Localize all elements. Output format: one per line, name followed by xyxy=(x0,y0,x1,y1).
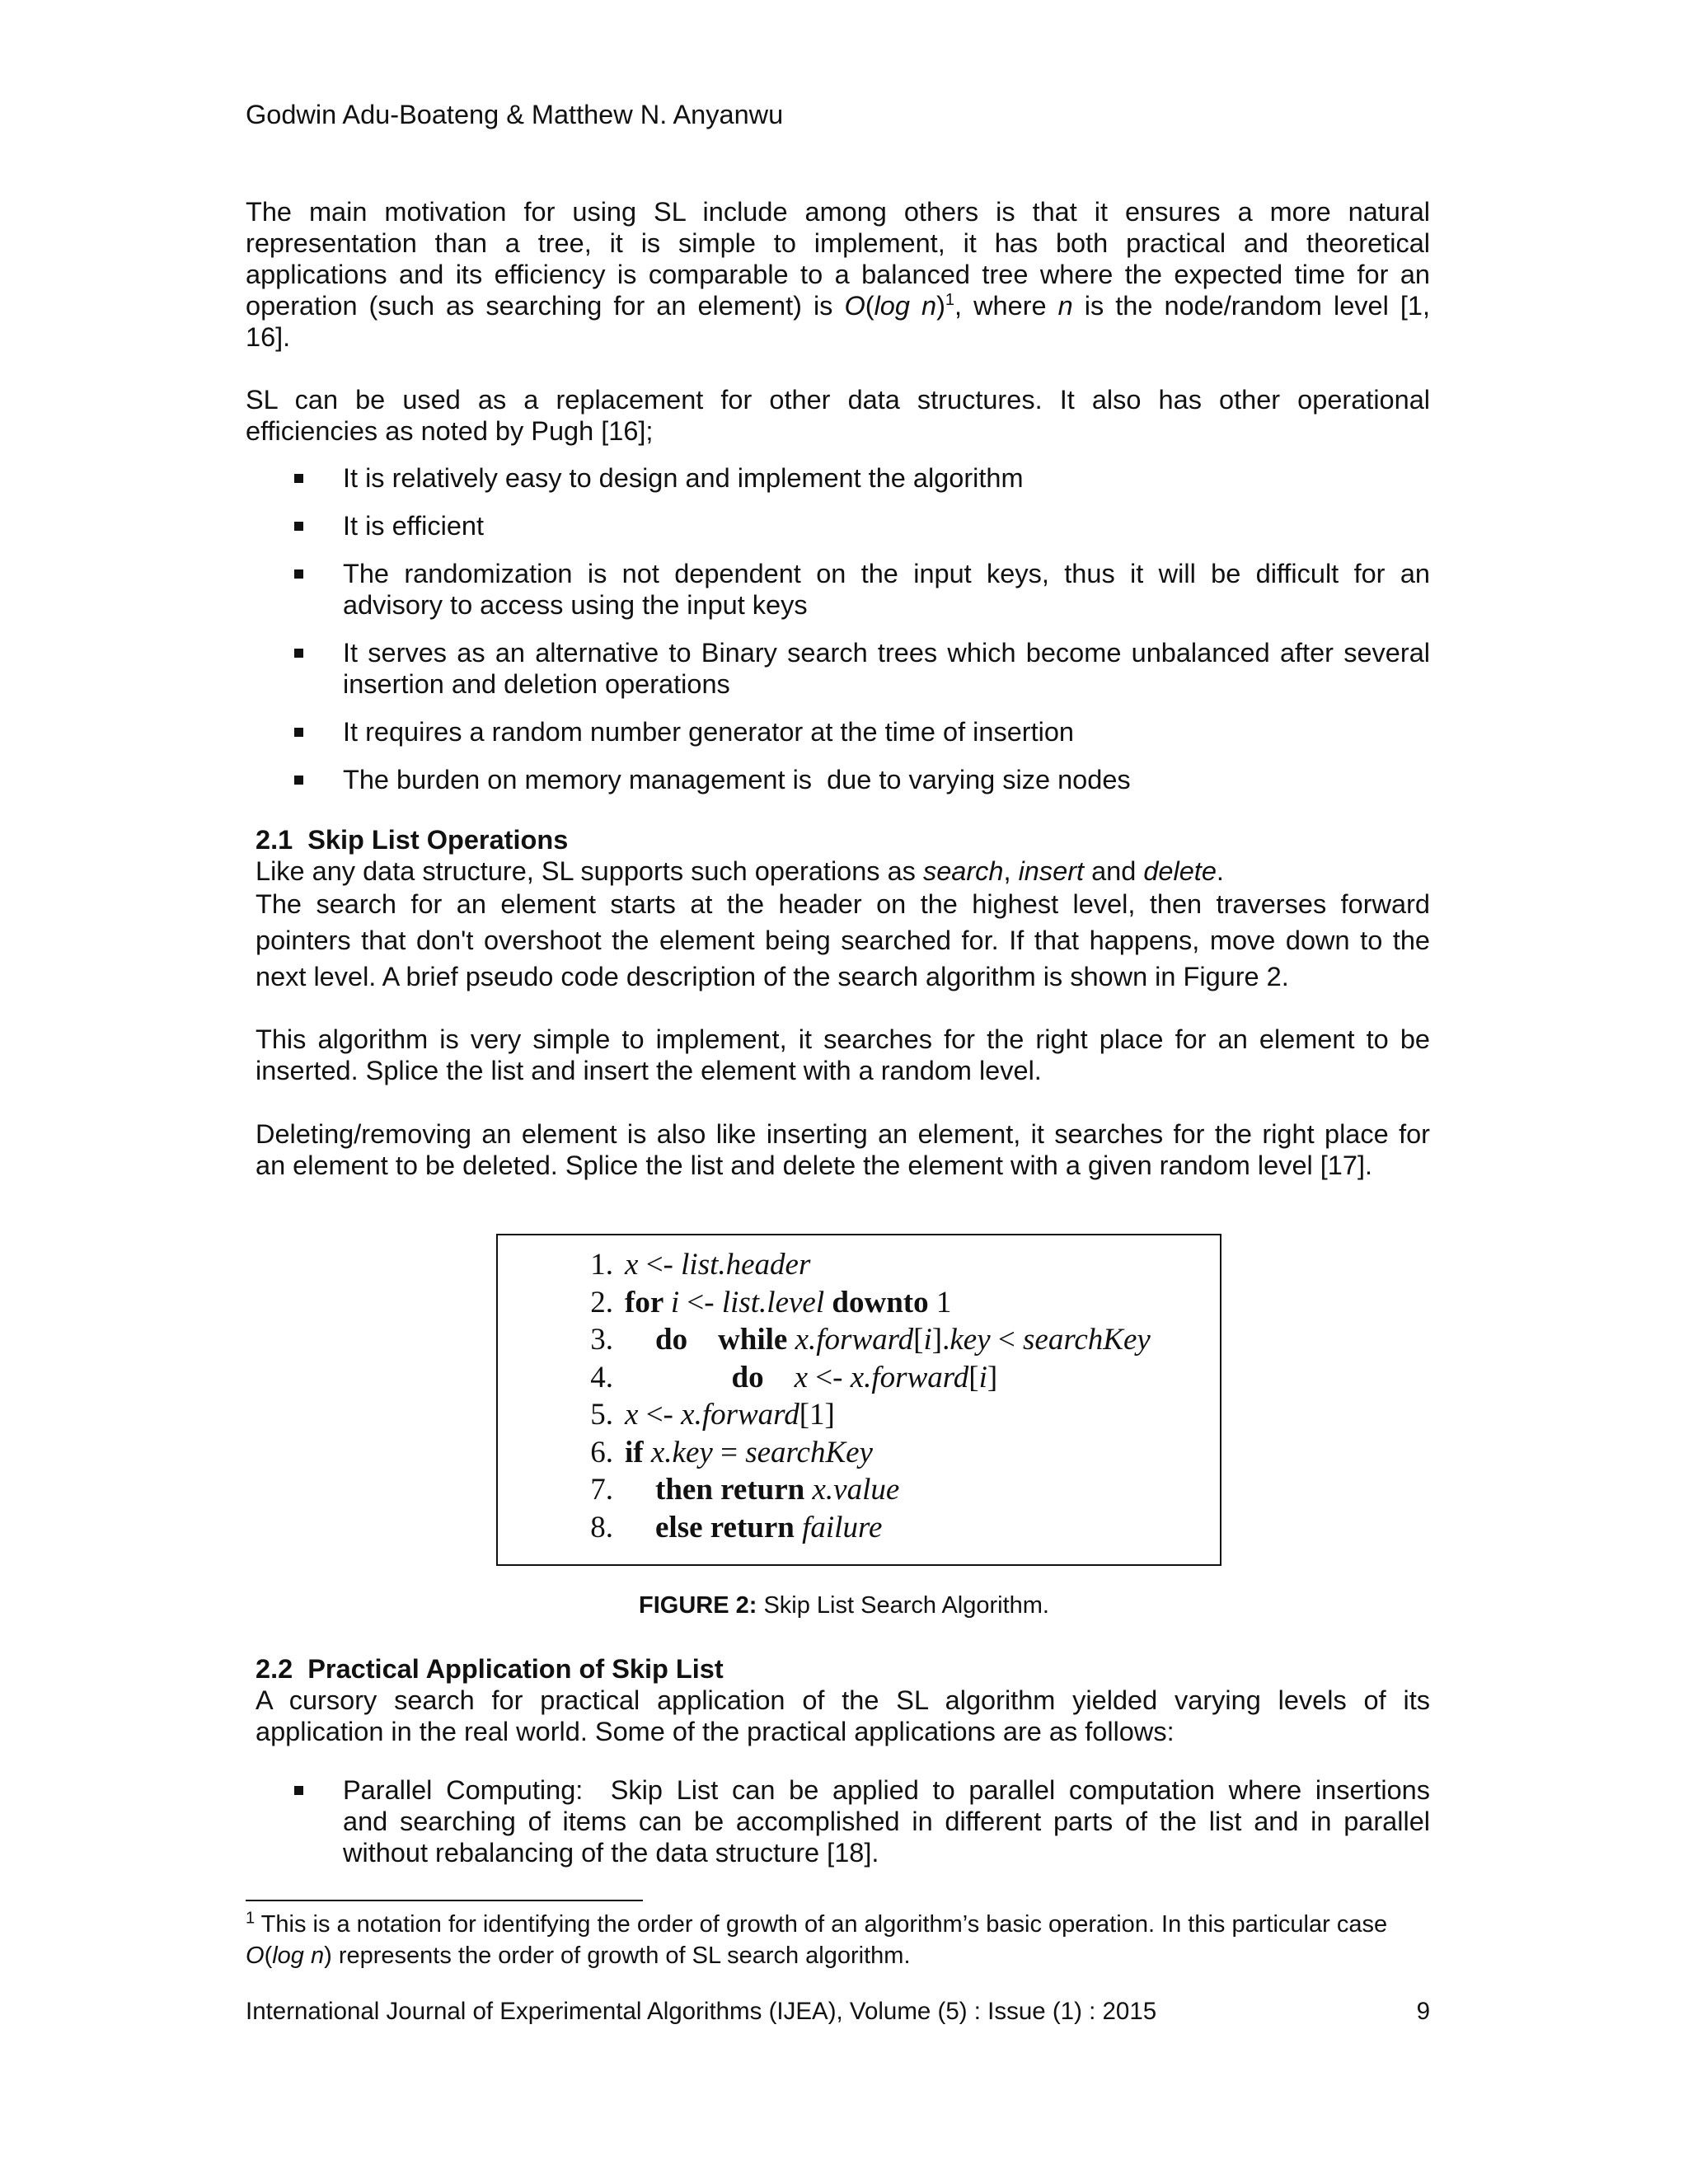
bullet-item xyxy=(343,637,1430,700)
intro-paragraph-1 xyxy=(246,196,1430,353)
code-token: <- xyxy=(638,1398,682,1432)
text-line xyxy=(246,290,1430,321)
code-token: x.forward xyxy=(795,1323,914,1357)
section-2-2-body xyxy=(256,1685,1430,1747)
code-token: do xyxy=(625,1360,764,1394)
running-header-authors: Godwin Adu-Boateng & Matthew N. Anyanwu xyxy=(246,100,784,129)
log-n: log n xyxy=(874,291,937,321)
text-line: inserted. Splice the list and insert the element with a random level. xyxy=(256,1056,1042,1085)
text-line xyxy=(246,1909,1430,1940)
text-segment: ( xyxy=(264,1943,273,1969)
text-segment: ( xyxy=(865,291,874,321)
code-token: if xyxy=(625,1435,651,1469)
code-token: [ xyxy=(968,1360,979,1394)
section-2-1-paragraph-4 xyxy=(256,1118,1430,1181)
text-segment: ) xyxy=(936,291,945,321)
code-token: list.header xyxy=(681,1248,811,1282)
intro-paragraph-2 xyxy=(246,384,1430,447)
text-line xyxy=(256,855,1430,887)
big-o-symbol: O xyxy=(844,291,865,321)
text-line: The randomization is not dependent on the input keys, thus it will be difficult for an xyxy=(343,559,1430,588)
big-o-symbol: O xyxy=(246,1943,265,1969)
bullet-icon xyxy=(294,522,303,531)
code-token: <- xyxy=(638,1248,682,1282)
code-token: [1] xyxy=(799,1398,835,1432)
pseudocode-line xyxy=(564,1360,997,1396)
text-line: Parallel Computing: Skip List can be applied to parallel computation where insertions xyxy=(343,1775,1430,1805)
code-token: key xyxy=(950,1323,991,1357)
bullet-item: The burden on memory management is due to varying size nodes xyxy=(343,765,1131,794)
code-token: searchKey xyxy=(745,1435,873,1469)
text-segment: operation (such as searching for an element) is xyxy=(246,291,845,321)
text-line: A cursory search for practical application of the SL algorithm yielded varying levels of its xyxy=(256,1685,1430,1715)
text-line xyxy=(246,1940,1430,1971)
text-line: advisory to access using the input keys xyxy=(343,590,808,620)
pseudocode-line xyxy=(564,1285,951,1321)
text-segment: ) represents the order of growth of SL search algorithm. xyxy=(324,1943,911,1969)
code-token: <- xyxy=(808,1360,851,1394)
footnote-1 xyxy=(246,1909,1430,1971)
text-line: This algorithm is very simple to implement, it searches for the right place for an element to be xyxy=(256,1024,1430,1054)
bullet-icon xyxy=(294,649,303,658)
term-delete: delete xyxy=(1143,856,1217,886)
code-token: x.forward xyxy=(850,1360,969,1394)
code-token: = xyxy=(712,1435,746,1469)
pseudocode-line xyxy=(564,1472,899,1508)
code-token: failure xyxy=(802,1510,883,1544)
footnote-marker: 1 xyxy=(246,1909,256,1928)
footnote-ref[interactable]: 1 xyxy=(945,291,955,310)
caption-text: Skip List Search Algorithm. xyxy=(757,1592,1049,1619)
line-number: 4. xyxy=(590,1360,613,1394)
text-segment: , where xyxy=(954,291,1058,321)
code-token: else return xyxy=(625,1510,803,1544)
line-number: 7. xyxy=(590,1473,613,1507)
code-token: ]. xyxy=(931,1323,950,1357)
text-line: 16]. xyxy=(246,322,291,352)
section-heading-2-2: 2.2 Practical Application of Skip List xyxy=(256,1654,724,1684)
text-line: applications and its efficiency is comparable to a balanced tree where the expected time for an xyxy=(246,260,1430,289)
code-token: do xyxy=(625,1323,688,1357)
line-number: 1. xyxy=(590,1248,613,1282)
text-line: without rebalancing of the data structure [18]. xyxy=(343,1838,879,1868)
line-number: 8. xyxy=(590,1510,613,1544)
text-line: efficiencies as noted by Pugh [16]; xyxy=(246,416,654,446)
term-insert: insert xyxy=(1018,856,1085,886)
bullet-icon xyxy=(294,474,303,483)
code-token: i xyxy=(670,1285,680,1319)
text-line: The main motivation for using SL include among others is that it ensures a more natural xyxy=(246,197,1430,227)
text-line: representation than a tree, it is simple to implement, it has both practical and theoretical xyxy=(246,228,1430,258)
text-line: application in the real world. Some of the practical applications are as follows: xyxy=(256,1717,1175,1746)
bullet-item: It is efficient xyxy=(343,511,485,541)
section-2-1-body xyxy=(256,855,1430,992)
code-token: x xyxy=(625,1398,639,1432)
pseudocode-line xyxy=(564,1247,810,1283)
text-line: an element to be deleted. Splice the list and delete the element with a given random level [17]. xyxy=(256,1151,1373,1180)
code-token: < xyxy=(990,1323,1024,1357)
text-segment: . xyxy=(1216,856,1224,886)
text-line: pointers that don't overshoot the element being searched for. If that happens, move down to the xyxy=(256,926,1430,955)
section-2-1-paragraph-3 xyxy=(256,1024,1430,1086)
code-token: 1 xyxy=(928,1285,952,1319)
line-number: 2. xyxy=(590,1285,613,1319)
code-token: searchKey xyxy=(1023,1323,1151,1357)
figure-2-caption xyxy=(0,1591,1688,1620)
line-number: 5. xyxy=(590,1398,613,1432)
bullet-icon xyxy=(294,1786,303,1795)
pseudocode-line xyxy=(564,1322,1151,1358)
code-token: <- xyxy=(679,1285,722,1319)
text-line: and searching of items can be accomplished in different parts of the list and in parallel xyxy=(343,1807,1430,1836)
bullet-icon xyxy=(294,728,303,737)
code-token: while xyxy=(687,1323,795,1357)
code-token: ] xyxy=(987,1360,998,1394)
code-token: then return xyxy=(625,1473,813,1507)
text-line: Deleting/removing an element is also like inserting an element, it searches for the right place for xyxy=(256,1119,1430,1149)
pseudocode-line xyxy=(564,1397,835,1433)
text-line: It serves as an alternative to Binary search trees which become unbalanced after several xyxy=(343,638,1430,668)
journal-footer: International Journal of Experimental Algorithms (IJEA), Volume (5) : Issue (1) : 2015 xyxy=(246,1998,1157,2025)
code-token: list.level xyxy=(721,1285,825,1319)
section-heading-2-1: 2.1 Skip List Operations xyxy=(256,825,569,855)
bullet-item: It requires a random number generator at the time of insertion xyxy=(343,717,1074,747)
code-token: for xyxy=(625,1285,671,1319)
text-line: SL can be used as a replacement for other data structures. It also has other operational xyxy=(246,385,1430,415)
text-segment: and xyxy=(1084,856,1144,886)
code-token: downto xyxy=(824,1285,929,1319)
code-token: i xyxy=(978,1360,987,1394)
term-search: search xyxy=(922,856,1004,886)
bullet-item-parallel-computing xyxy=(343,1774,1430,1868)
footnote-divider xyxy=(246,1900,643,1901)
caption-label: FIGURE 2: xyxy=(638,1592,757,1619)
code-token: x xyxy=(625,1248,639,1282)
text-segment: Like any data structure, SL supports such operations as xyxy=(256,856,923,886)
line-number: 3. xyxy=(590,1323,613,1357)
code-token: x.value xyxy=(812,1473,900,1507)
text-line: insertion and deletion operations xyxy=(343,669,730,699)
page-number: 9 xyxy=(1416,1998,1430,2025)
bullet-icon xyxy=(294,569,303,579)
log-n: log n xyxy=(272,1943,325,1969)
code-token: x xyxy=(763,1360,809,1394)
bullet-icon xyxy=(294,776,303,785)
variable-n: n xyxy=(1057,291,1073,321)
code-token: x.key xyxy=(650,1435,713,1469)
code-token: x.forward xyxy=(681,1398,799,1432)
text-segment: This is a notation for identifying the order of growth of an algorithm’s basic operation. In this particular case xyxy=(255,1911,1388,1938)
code-token: [ xyxy=(913,1323,924,1357)
text-line: The search for an element starts at the header on the highest level, then traverses forward xyxy=(256,889,1430,919)
pseudocode-line xyxy=(564,1435,873,1471)
bullet-item: It is relatively easy to design and implement the algorithm xyxy=(343,463,1024,493)
text-segment: , xyxy=(1003,856,1019,886)
text-segment: is the node/random level [1, xyxy=(1072,291,1430,321)
line-number: 6. xyxy=(590,1435,613,1469)
pseudocode-line xyxy=(564,1510,882,1546)
code-token: i xyxy=(923,1323,932,1357)
bullet-item xyxy=(343,558,1430,621)
figure-2-pseudocode-box xyxy=(496,1234,1221,1566)
text-line: next level. A brief pseudo code description of the search algorithm is shown in Figure 2. xyxy=(256,962,1289,991)
